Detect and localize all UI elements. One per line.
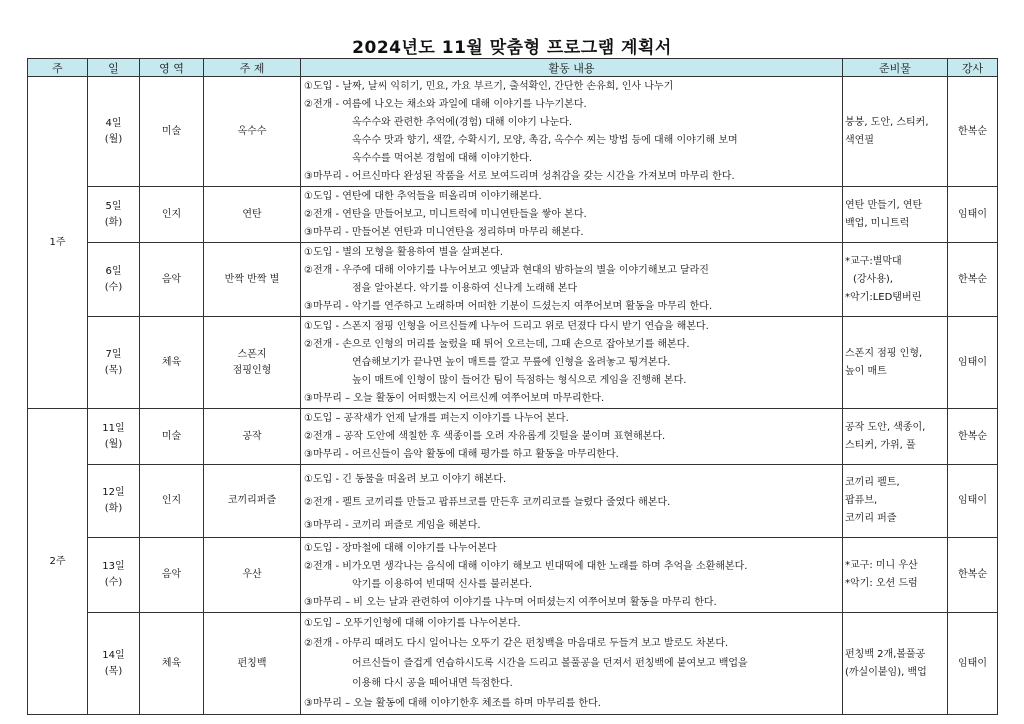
material-line: *교구:별막대 <box>845 255 902 267</box>
day-cell <box>88 77 140 187</box>
instructor-cell: 한복순 <box>948 243 998 317</box>
material-line: 팝퓨브, <box>845 495 878 506</box>
materials-cell <box>843 538 948 613</box>
area-cell: 음악 <box>140 243 204 317</box>
activities-cell <box>301 187 843 243</box>
instructor-cell: 임태이 <box>948 465 998 538</box>
instructor-cell: 임태이 <box>948 613 998 715</box>
material-line: 스티커, 가위, 풀 <box>845 439 916 451</box>
header-activities: 활동 내용 <box>301 59 843 77</box>
area-cell: 음악 <box>140 538 204 613</box>
activity-line: ①도입 - 별의 모형을 활용하여 별을 살펴본다. <box>304 247 504 258</box>
area-cell: 체육 <box>140 613 204 715</box>
date: 11일 <box>102 422 125 434</box>
table-row <box>28 613 998 715</box>
week-label: 1주 <box>28 77 88 409</box>
topic-cell: 공작 <box>204 409 301 465</box>
activity-line: ③마무리 – 비 오는 날과 관련하여 이야기를 나누며 어떠셨는지 여쭈어보며 활동을 마무리 한다. <box>304 597 717 608</box>
program-plan-table <box>27 58 998 715</box>
activity-line: ②전개 - 비가오면 생각나는 음식에 대해 이야기 해보고 빈대떡에 대한 노래를 하며 추억을 소환해본다. <box>304 561 748 572</box>
activity-line: ③마무리 - 악기를 연주하고 노래하며 어떠한 기분이 드셨는지 여쭈어보며 활동을 마무리 한다. <box>304 301 713 312</box>
activity-line: ③마무리 – 오늘 활동에 대해 이야기한후 체조를 하며 마무리를 한다. <box>304 698 601 709</box>
material-line: 높이 매트 <box>845 365 887 377</box>
activities-cell <box>301 538 843 613</box>
material-line: *악기: 오션 드럼 <box>845 578 918 589</box>
day-cell <box>88 613 140 715</box>
day-cell <box>88 465 140 538</box>
area-cell: 미술 <box>140 77 204 187</box>
header-week: 주 <box>28 59 88 77</box>
day-cell <box>88 409 140 465</box>
table-row <box>28 538 998 613</box>
area-cell: 인지 <box>140 187 204 243</box>
activity-line: ②전개 - 손으로 인형의 머리를 눌렀을 때 튀어 오르는데, 그때 손으로 잡아보기를 해본다. <box>304 339 690 350</box>
activity-line: ②전개 - 연탄을 만들어보고, 미니트럭에 미니연탄들을 쌓아 본다. <box>304 209 587 220</box>
date: 6일 <box>105 265 122 277</box>
header-day: 일 <box>88 59 140 77</box>
topic-cell: 코끼리퍼즐 <box>204 465 301 538</box>
material-line: 백업, 미니트럭 <box>845 217 910 229</box>
weekday: (목) <box>104 364 123 376</box>
material-line: 공작 도안, 색종이, <box>845 421 926 433</box>
activity-line: ①도입 - 연탄에 대한 추억들을 떠올리며 이야기해본다. <box>304 191 542 202</box>
instructor-cell: 임태이 <box>948 317 998 409</box>
weekday: (월) <box>104 438 123 450</box>
activity-line: 악기를 이용하여 빈대떡 신사를 불러본다. <box>352 579 533 590</box>
activity-line: ②전개 - 우주에 대해 이야기를 나누어보고 옛날과 현대의 밤하늘의 별을 이야기해보고 달라진 <box>304 265 709 276</box>
activity-line: 옥수수를 먹어본 경험에 대해 이야기한다. <box>352 153 533 164</box>
activity-line: 점을 알아본다. 악기를 이용하여 신나게 노래해 본다 <box>352 283 578 294</box>
material-line: 코끼리 펠트, <box>845 477 900 488</box>
table-row <box>28 317 998 409</box>
weekday: (화) <box>104 503 123 514</box>
activity-line: ①도입 – 오뚜기인형에 대해 이야기를 나누어본다. <box>304 618 521 629</box>
topic-cell <box>204 317 301 409</box>
materials-cell <box>843 187 948 243</box>
materials-cell <box>843 317 948 409</box>
activity-line: ①도입 - 장마철에 대해 이야기를 나누어본다 <box>304 543 497 554</box>
day-cell <box>88 187 140 243</box>
activity-line: 옥수수 맛과 향기, 색깔, 수확시기, 모양, 촉감, 옥수수 찌는 방법 등에 대해 이야기해 보며 <box>352 135 738 146</box>
week-label: 2주 <box>28 409 88 715</box>
topic-line: 점핑인형 <box>232 364 272 376</box>
day-cell <box>88 538 140 613</box>
day-cell <box>88 243 140 317</box>
instructor-cell: 한복순 <box>948 409 998 465</box>
topic-cell: 옥수수 <box>204 77 301 187</box>
materials-cell <box>843 77 948 187</box>
activity-line: ①도입 – 공작새가 언제 날개를 펴는지 이야기를 나누어 본다. <box>304 413 569 424</box>
table-row <box>28 77 998 187</box>
material-line: (강사용), <box>853 273 893 285</box>
area-cell: 미술 <box>140 409 204 465</box>
topic-cell: 우산 <box>204 538 301 613</box>
instructor-cell: 한복순 <box>948 538 998 613</box>
weekday: (수) <box>104 577 123 588</box>
table-row <box>28 409 998 465</box>
activities-cell <box>301 243 843 317</box>
day-cell <box>88 317 140 409</box>
activity-line: 어르신들이 즐겁게 연습하시도록 시간을 드리고 볼풀공을 던져서 펀칭백에 붙여보고 백업을 <box>352 658 748 669</box>
header-area: 영 역 <box>140 59 204 77</box>
topic-cell: 연탄 <box>204 187 301 243</box>
date: 4일 <box>105 117 122 129</box>
date: 12일 <box>102 487 125 498</box>
activity-line: 옥수수와 관련한 추억에(경험) 대해 이야기 나눈다. <box>352 117 573 128</box>
date: 13일 <box>102 561 125 572</box>
material-line: *교구: 미니 우산 <box>845 560 918 571</box>
topic-line: 스폰지 <box>237 348 267 360</box>
activities-cell <box>301 409 843 465</box>
header-row <box>28 59 998 77</box>
material-line: 펀칭백 2개,볼풀공 <box>845 648 926 660</box>
instructor-cell: 한복순 <box>948 77 998 187</box>
activity-line: ③마무리 – 오늘 활동이 어떠했는지 어르신께 여쭈어보며 마무리한다. <box>304 393 605 404</box>
material-line: 연탄 만들기, 연탄 <box>845 199 923 211</box>
instructor-cell: 임태이 <box>948 187 998 243</box>
materials-cell <box>843 465 948 538</box>
material-line: 색연필 <box>845 134 874 146</box>
material-line: 스폰지 점핑 인형, <box>845 347 923 359</box>
activity-line: ①도입 - 스폰지 점핑 인형을 어르신들께 나누어 드리고 위로 던졌다 다시 받기 연습을 해본다. <box>304 321 709 332</box>
activity-line: ③마무리 - 코끼리 퍼즐로 게임을 해본다. <box>304 520 481 531</box>
header-topic: 주 제 <box>204 59 301 77</box>
activity-line: ③마무리 - 어르신마다 완성된 작품을 서로 보여드리며 성취감을 갖는 시간을 가져보며 마무리 한다. <box>304 171 735 182</box>
material-line: (까실이붙임), 백업 <box>845 666 927 678</box>
area-cell: 인지 <box>140 465 204 538</box>
weekday: (월) <box>104 133 123 145</box>
activity-line: ②전개 - 아무리 때려도 다시 일어나는 오뚜기 같은 펀칭백을 마음대로 두들겨 보고 발로도 차본다. <box>304 638 729 649</box>
area-cell: 체육 <box>140 317 204 409</box>
topic-cell: 반짝 반짝 별 <box>204 243 301 317</box>
header-instructor: 강사 <box>948 59 998 77</box>
activity-line: 연습해보기가 끝나면 높이 매트를 깔고 무릎에 인형을 올려놓고 튕겨본다. <box>352 357 671 368</box>
date: 7일 <box>105 348 122 360</box>
activity-line: ①도입 - 긴 동물을 떠올려 보고 이야기 해본다. <box>304 474 507 485</box>
weekday: (수) <box>104 281 123 293</box>
weekday: (목) <box>104 665 123 677</box>
activity-line: ②전개 - 여름에 나오는 채소와 과일에 대해 이야기를 나누기본다. <box>304 99 587 110</box>
table-row <box>28 187 998 243</box>
table-row <box>28 465 998 538</box>
activities-cell <box>301 613 843 715</box>
activity-line: ③마무리 - 만들어본 연탄과 미니연탄을 정리하며 마무리 해본다. <box>304 227 584 238</box>
material-line: 코끼리 퍼즐 <box>845 513 897 524</box>
date: 14일 <box>102 649 125 661</box>
materials-cell <box>843 409 948 465</box>
date: 5일 <box>105 200 122 212</box>
topic-cell: 펀칭백 <box>204 613 301 715</box>
material-line: 붕붕, 도안, 스티커, <box>845 116 929 128</box>
activity-line: ②전개 - 펠트 코끼리를 만들고 팝퓨브코를 만든후 코끼리코를 늘렸다 줄였다 해본다. <box>304 497 671 508</box>
activity-line: ②전개 – 공작 도안에 색칠한 후 색종이를 오려 자유롭게 깃털을 붙이며 표현해본다. <box>304 431 666 442</box>
activity-line: 높이 매트에 인형이 많이 들어간 팀이 득점하는 형식으로 게임을 진행해 본다. <box>352 375 687 386</box>
activity-line: ①도입 - 날짜, 날씨 익히기, 민요, 가요 부르기, 출석확인, 간단한 손유희, 인사 나누기 <box>304 81 674 92</box>
materials-cell <box>843 243 948 317</box>
activity-line: 이용해 다시 공을 떼어내면 득점한다. <box>352 678 513 689</box>
activities-cell <box>301 77 843 187</box>
material-line: *악기:LED탬버린 <box>845 291 922 303</box>
weekday: (화) <box>104 216 123 228</box>
activities-cell <box>301 317 843 409</box>
activity-line: ③마무리 - 어르신들이 음악 활동에 대해 평가를 하고 활동을 마무리한다. <box>304 449 619 460</box>
activities-cell <box>301 465 843 538</box>
table-row <box>28 243 998 317</box>
page-title: 2024년도 11월 맞춤형 프로그램 계획서 <box>352 38 672 58</box>
materials-cell <box>843 613 948 715</box>
header-materials: 준비물 <box>843 59 948 77</box>
